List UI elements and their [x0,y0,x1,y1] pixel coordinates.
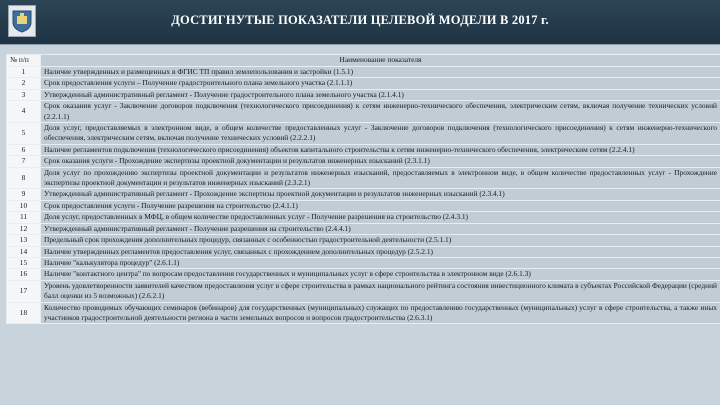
table-row [7,302,720,324]
indicator-name: Утвержденный административный регламент - Прохождение экспертизы проектной документации и результатов инженерных изысканий (2.3.4.1) [41,189,720,200]
indicator-name: Доля услуг, предоставляемых в электронном виде, в общем количестве предоставленных услуг - Заключение договоров подключения (технологического присоединения) к сетям инженерно-технического обеспечения, электрическим сетям, включая получение технических условий (2.2.2.1) [41,123,720,145]
table-row [7,89,720,100]
indicator-name: Наличие "контактного центра" по вопросам предоставления государственных и муниципальных услуг в сфере строительства в электронном виде (2.6.1.3) [41,269,720,280]
page-title: ДОСТИГНУТЫЕ ПОКАЗАТЕЛИ ЦЕЛЕВОЙ МОДЕЛИ В 2017 г. [171,13,549,27]
row-number: 1 [7,67,41,78]
table-row [7,212,720,223]
row-number: 5 [7,123,41,145]
table-row [7,269,720,280]
table-row [7,123,720,145]
table-row [7,144,720,155]
row-number: 18 [7,302,41,324]
indicator-name: Срок оказания услуги - Прохождение экспертизы проектной документации и результатов инженерных изысканий (2.3.1.1) [41,156,720,167]
indicator-name: Утвержденный административный регламент - Получение градостроительного плана земельного участка (2.1.4.1) [41,89,720,100]
indicator-name: Наличие "калькулятора процедур" (2.6.1.1) [41,257,720,268]
indicator-name: Утвержденный административный регламент - Получение разрешения на строительство (2.4.4.1) [41,223,720,234]
indicator-name: Срок предоставления услуги - Получение разрешения на строительство (2.4.1.1) [41,200,720,211]
row-number: 4 [7,101,41,123]
indicator-name: Наличие регламентов подключения (технологического присоединения) объектов капитального строительства к сетям инженерно-технического обеспечения, электрическим сетям (2.2.4.1) [41,144,720,155]
table-header-row [7,55,720,67]
indicator-name: Срок оказания услуг - Заключение договоров подключения (технологического присоединения) к сетям инженерно-технического обеспечения, электрическим сетям, включая получение технических условий (2.2.1.1) [41,101,720,123]
table-row [7,101,720,123]
table-row [7,257,720,268]
row-number: 16 [7,269,41,280]
table-row [7,235,720,246]
row-number: 14 [7,246,41,257]
table-row [7,189,720,200]
indicators-table [6,54,720,324]
row-number: 17 [7,280,41,302]
table-row [7,223,720,234]
column-header-indicator: Наименование показателя [41,55,720,67]
row-number: 11 [7,212,41,223]
table-row [7,280,720,302]
title-bar [0,0,720,45]
indicator-name: Наличие утвержденных регламентов предоставления услуг, связанных с прохождением дополнительных процедур (2.5.2.1) [41,246,720,257]
row-number: 8 [7,167,41,189]
indicator-name: Уровень удовлетворенности заявителей качеством предоставления услуг в сфере строительства в рамках национального рейтинга состояния инвестиционного климата в субъектах Российской Федерации (средний балл оценки из 5 возможных) (2.6.2.1) [41,280,720,302]
table-row [7,78,720,89]
indicator-name: Наличие утвержденных и размещенных в ФГИС ТП правил землепользования и застройки (1.5.1) [41,67,720,78]
row-number: 9 [7,189,41,200]
row-number: 7 [7,156,41,167]
row-number: 15 [7,257,41,268]
table-row [7,167,720,189]
table-row [7,200,720,211]
indicator-name: Доля услуг по прохождению экспертизы проектной документации и результатов инженерных изысканий, предоставляемых в электронном виде, в общем количестве предоставленных услуг - Прохождение экспертизы проектной документации и результатов инженерных изысканий (2.3.2.1) [41,167,720,189]
indicator-name: Количество проводимых обучающих семинаров (вебинаров) для государственных (муниципальных) служащих по предоставлению государственных (муниципальных) услуг в сфере строительства, а также иных участников градостроительной деятельности региона в части земельных вопросов и вопросов градостроительства (2.6.3.1) [41,302,720,324]
row-number: 3 [7,89,41,100]
indicator-name: Доля услуг, предоставленных в МФЦ, в общем количестве предоставленных услуг - Получение разрешения на строительство (2.4.3.1) [41,212,720,223]
column-header-number: № п/п [7,55,41,67]
indicator-name: Предельный срок прохождения дополнительных процедур, связанных с особенностью градостроительной деятельности (2.5.1.1) [41,235,720,246]
table-row [7,246,720,257]
table-row [7,156,720,167]
table-row [7,67,720,78]
row-number: 13 [7,235,41,246]
row-number: 6 [7,144,41,155]
indicator-name: Срок предоставления услуги – Получение градостроительного плана земельного участка (2.1.1.1) [41,78,720,89]
row-number: 2 [7,78,41,89]
row-number: 12 [7,223,41,234]
row-number: 10 [7,200,41,211]
